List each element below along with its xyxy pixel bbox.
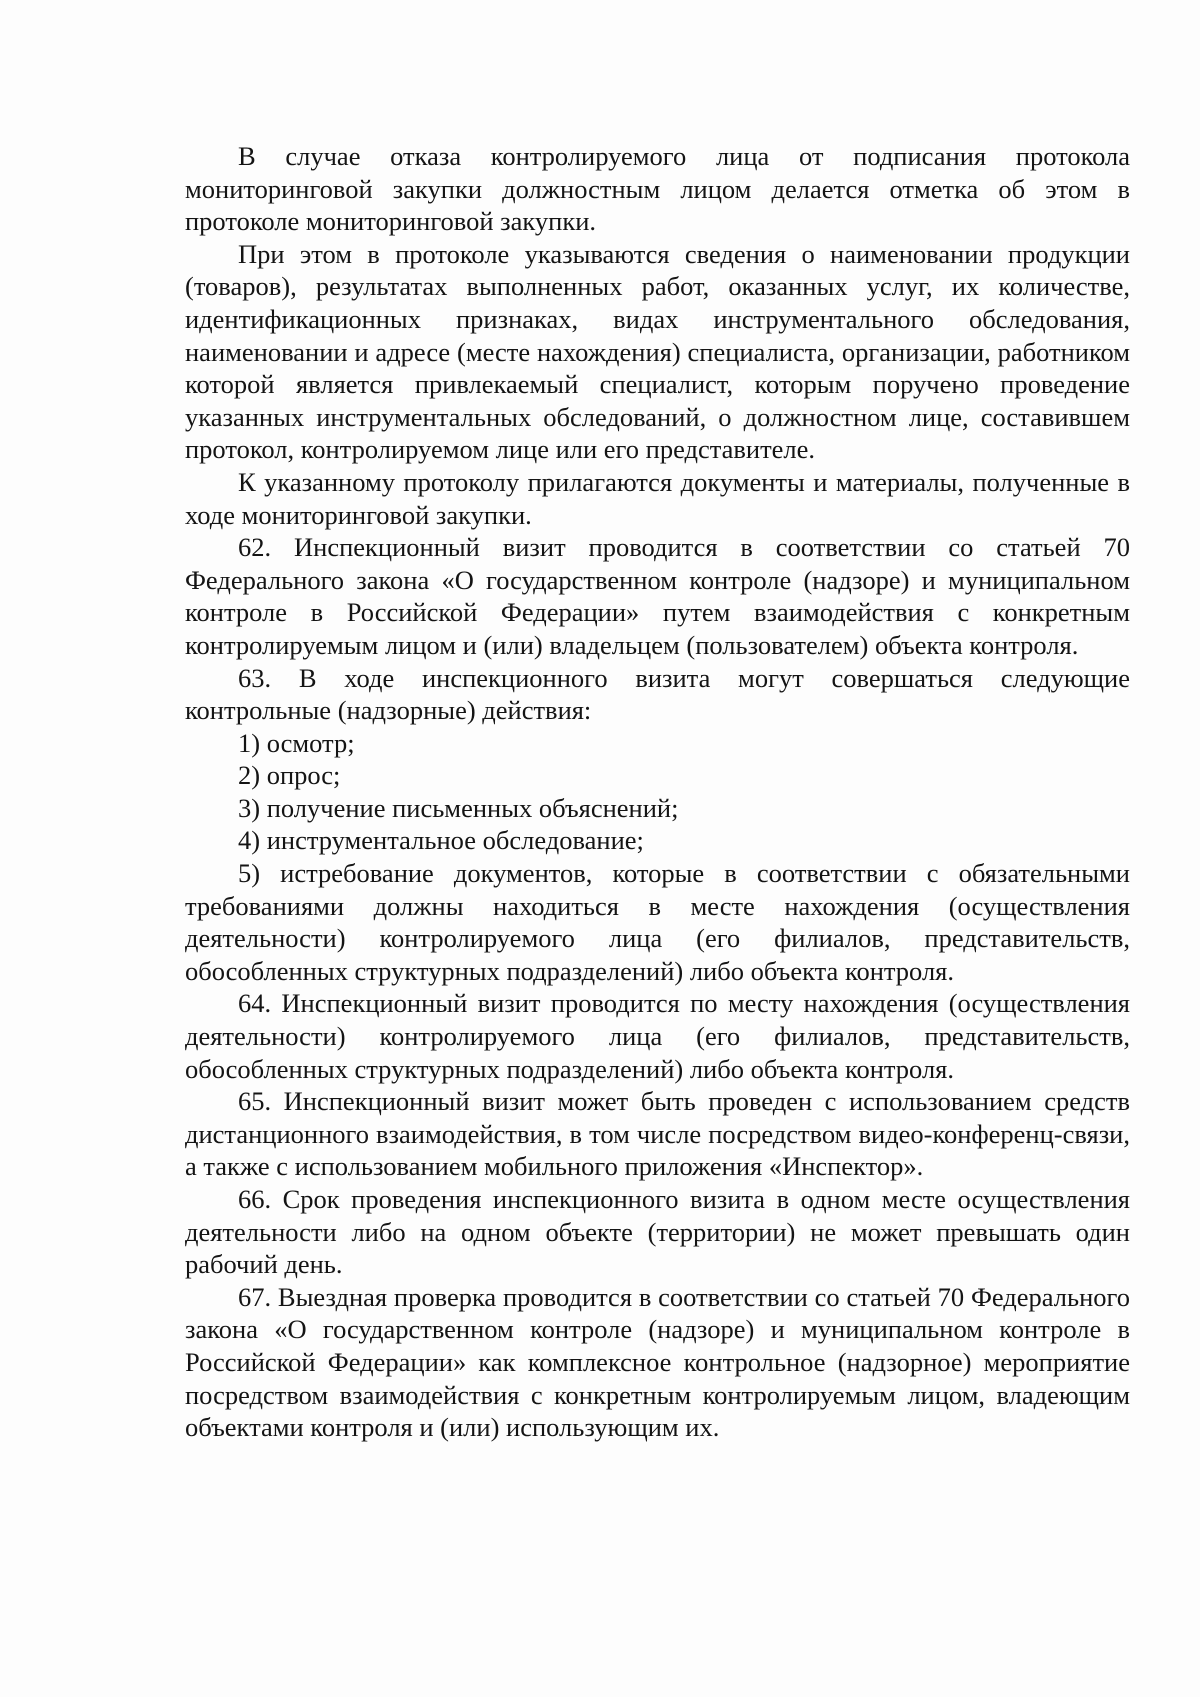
list-item-document-request: 5) истребование документов, которые в соответствии с обязательными требованиями должны находиться в месте нахождения (осуществления деятельности) контролируемого лица (его филиалов, представительств, обособленных структурных подразделений) либо объекта контроля. — [185, 858, 1130, 986]
list-item-written-explanations: 3) получение письменных объяснений; — [238, 792, 679, 823]
paragraph-refusal-note: В случае отказа контролируемого лица от подписания протокола мониторинговой закупки должностным лицом делается отметка об этом в протоколе мониторинговой закупки. — [185, 141, 1130, 237]
list-item-survey: 2) опрос; — [238, 760, 341, 791]
list-item-inspection: 1) осмотр; — [238, 727, 355, 758]
document-body — [185, 140, 1130, 1444]
paragraph-67: 67. Выездная проверка проводится в соответствии со статьей 70 Федерального закона «О государственном контроле (надзоре) и муниципальном контроле в Российской Федерации» как комплексное контрольное (надзорное) мероприятие посредством взаимодействия с конкретным контролируемым лицом, владеющим объектами контроля и (или) использующим их. — [185, 1281, 1130, 1443]
paragraph-66: 66. Срок проведения инспекционного визита в одном месте осуществления деятельности либо на одном объекте (территории) не может превышать один рабочий день. — [185, 1184, 1130, 1280]
paragraph-62: 62. Инспекционный визит проводится в соответствии со статьей 70 Федерального закона «О государственном контроле (надзоре) и муниципальном контроле в Российской Федерации» путем взаимодействия с конкретным контролируемым лицом и (или) владельцем (пользователем) объекта контроля. — [185, 532, 1130, 660]
paragraph-protocol-details: При этом в протоколе указываются сведения о наименовании продукции (товаров), результатах выполненных работ, оказанных услуг, их количестве, идентификационных признаках, видах инструментального обследования, наименовании и адресе (месте нахождения) специалиста, организации, работником которой является привлекаемый специалист, которым поручено проведение указанных инструментальных обследований, о должностном лице, составившем протокол, контролируемом лице или его представителе. — [185, 238, 1130, 465]
list-item-instrumental-examination: 4) инструментальное обследование; — [238, 825, 644, 856]
paragraph-64: 64. Инспекционный визит проводится по месту нахождения (осуществления деятельности) контролируемого лица (его филиалов, представительств, обособленных структурных подразделений) либо объекта контроля. — [185, 988, 1130, 1084]
paragraph-63: 63. В ходе инспекционного визита могут совершаться следующие контрольные (надзорные) действия: — [185, 662, 1130, 726]
paragraph-protocol-attachments: К указанному протоколу прилагаются документы и материалы, полученные в ходе мониторинговой закупки. — [185, 466, 1130, 530]
paragraph-65: 65. Инспекционный визит может быть проведен с использованием средств дистанционного взаимодействия, в том числе посредством видео-конференц-связи, а также с использованием мобильного приложения «Инспектор». — [185, 1086, 1130, 1182]
